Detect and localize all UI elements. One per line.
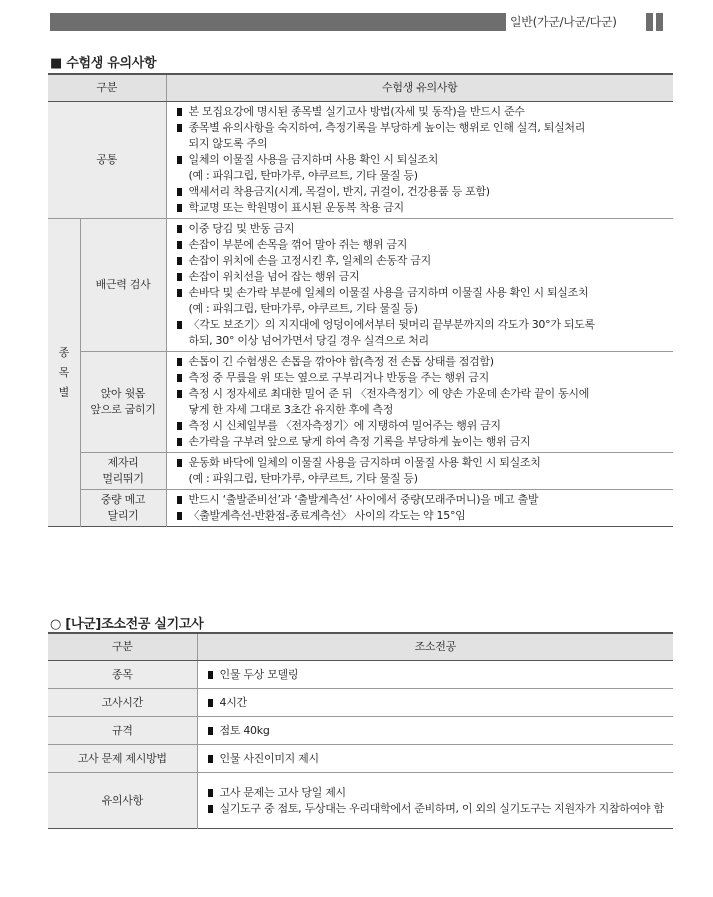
bullet-item: 점토 40kg xyxy=(206,723,670,739)
header-category-label: 일반(가군/나군/다군) xyxy=(510,15,617,29)
event-label: 앉아 윗몸 앞으로 굽히기 xyxy=(80,352,166,453)
bullet-item: 반드시 ‘출발준비선’과 ‘출발계측선’ 사이에서 중량(모래주머니)을 메고 출발 xyxy=(175,492,670,508)
row-content xyxy=(197,773,673,829)
bullet-item: 손가락을 구부려 앞으로 닿게 하여 측정 기록을 부당하게 높이는 행위 금지 xyxy=(175,434,670,450)
bullet-item: 본 모집요강에 명시된 종목별 실기고사 방법(자세 및 동작)을 반드시 준수 xyxy=(175,104,670,120)
bullet-continuation: 하되, 30° 이상 넘어가면서 당길 경우 실격으로 처리 xyxy=(188,334,429,347)
bullet-item: 측정 시 정자세로 최대한 밀어 준 뒤 〈전자측정기〉에 양손 가운데 손가락 끝이 동시에 xyxy=(175,386,670,402)
bullet-item: 인물 두상 모델링 xyxy=(206,667,670,683)
table-row xyxy=(48,773,673,829)
bullet-item: 운동화 바닥에 일체의 이물질 사용을 금지하며 이물질 사용 확인 시 퇴실조치 xyxy=(175,455,670,471)
event-label: 제자리 멀리뛰기 xyxy=(80,453,166,490)
row-content xyxy=(197,745,673,773)
header-end-blocks xyxy=(646,13,666,35)
bullet-item: 종목별 유의사항을 숙지하여, 측정기록을 부당하게 높이는 행위로 인해 실격, 퇴실처리 xyxy=(175,120,670,136)
row-content xyxy=(197,689,673,717)
bullet-item: 측정 시 신체일부를 〈전자측정기〉에 지탱하여 밀어주는 행위 금지 xyxy=(175,418,670,434)
event-label: 배근력 검사 xyxy=(80,219,166,352)
row-label: 고사 문제 제시방법 xyxy=(48,745,197,773)
table-row xyxy=(48,661,673,689)
sculpture-exam-table xyxy=(48,632,673,829)
bullet-continuation: (예 : 파워그립, 탄마가루, 야쿠르트, 기타 물질 등) xyxy=(188,472,418,485)
bullet-item: 손잡이 부분에 손목을 꺾어 말아 쥐는 행위 금지 xyxy=(175,237,670,253)
table-row xyxy=(48,490,673,527)
event-notes xyxy=(166,352,673,453)
row-content xyxy=(197,717,673,745)
bullet-item: 손바닥 및 손가락 부분에 일체의 이물질 사용을 금지하며 이물질 사용 확인 시 퇴실조치 xyxy=(175,285,670,301)
event-notes xyxy=(166,490,673,527)
bullet-item: 이중 당김 및 반동 금지 xyxy=(175,221,670,237)
col-header-category: 구분 xyxy=(48,74,166,102)
col-header-sculpture: 조소전공 xyxy=(197,633,673,661)
table-row xyxy=(48,219,673,352)
row-content xyxy=(197,661,673,689)
table-row xyxy=(48,453,673,490)
bullet-item: 액세서리 착용금지(시계, 목걸이, 반지, 귀걸이, 건강용품 등 포함) xyxy=(175,184,670,200)
table-row xyxy=(48,689,673,717)
bullet-item: 학교명 또는 학원명이 표시된 운동복 착용 금지 xyxy=(175,200,670,216)
header-bar xyxy=(50,13,506,31)
bullet-item: 〈출발계측선-반환점-종료계측선〉 사이의 각도는 약 15°임 xyxy=(175,508,670,524)
row-label-by-event: 종 목 별 xyxy=(48,219,80,527)
bullet-continuation: 닿게 한 자세 그대로 3초간 유지한 후에 측정 xyxy=(188,403,394,416)
col-header-category: 구분 xyxy=(48,633,197,661)
row-label: 규격 xyxy=(48,717,197,745)
bullet-item: 4시간 xyxy=(206,695,670,711)
bullet-item: 측정 중 무릎을 위 또는 옆으로 구부리거나 반동을 주는 행위 금지 xyxy=(175,370,670,386)
table-row xyxy=(48,102,673,219)
bullet-continuation: (예 : 파워그립, 탄마가루, 야쿠르트, 기타 물질 등) xyxy=(188,169,418,182)
section2-title: ○ [나군]조소전공 실기고사 xyxy=(50,617,204,632)
common-notes xyxy=(166,102,673,219)
row-label: 유의사항 xyxy=(48,773,197,829)
row-label: 종목 xyxy=(48,661,197,689)
bullet-item: 〈각도 보조기〉의 지지대에 엉덩이에서부터 뒷머리 끝부분까지의 각도가 30°가 되도록 xyxy=(175,317,670,333)
event-notes xyxy=(166,219,673,352)
event-notes xyxy=(166,453,673,490)
event-label: 중량 메고 달리기 xyxy=(80,490,166,527)
bullet-item: 실기도구 중 점토, 두상대는 우리대학에서 준비하며, 이 외의 실기도구는 지원자가 지참하여야 함 xyxy=(206,801,670,817)
table-row xyxy=(48,717,673,745)
bullet-item: 손잡이 위치에 손을 고정시킨 후, 일체의 손동작 금지 xyxy=(175,253,670,269)
bullet-continuation: 되지 않도록 주의 xyxy=(188,137,268,150)
notice-table xyxy=(48,73,673,527)
row-label: 고사시간 xyxy=(48,689,197,717)
section1-title: ■ 수험생 유의사항 xyxy=(50,56,157,71)
col-header-notice: 수험생 유의사항 xyxy=(166,74,673,102)
table-row xyxy=(48,352,673,453)
bullet-item: 고사 문제는 고사 당일 제시 xyxy=(206,785,670,801)
bullet-item: 손잡이 위치선을 넘어 잡는 행위 금지 xyxy=(175,269,670,285)
bullet-continuation: (예 : 파워그립, 탄마가루, 야쿠르트, 기타 물질 등) xyxy=(188,302,418,315)
bullet-item: 일체의 이물질 사용을 금지하며 사용 확인 시 퇴실조치 xyxy=(175,152,670,168)
row-label-common: 공통 xyxy=(48,102,166,219)
bullet-item: 손톱이 긴 수험생은 손톱을 깎아야 함(측정 전 손톱 상태를 점검함) xyxy=(175,354,670,370)
bullet-item: 인물 사진이미지 제시 xyxy=(206,751,670,767)
table-row xyxy=(48,745,673,773)
